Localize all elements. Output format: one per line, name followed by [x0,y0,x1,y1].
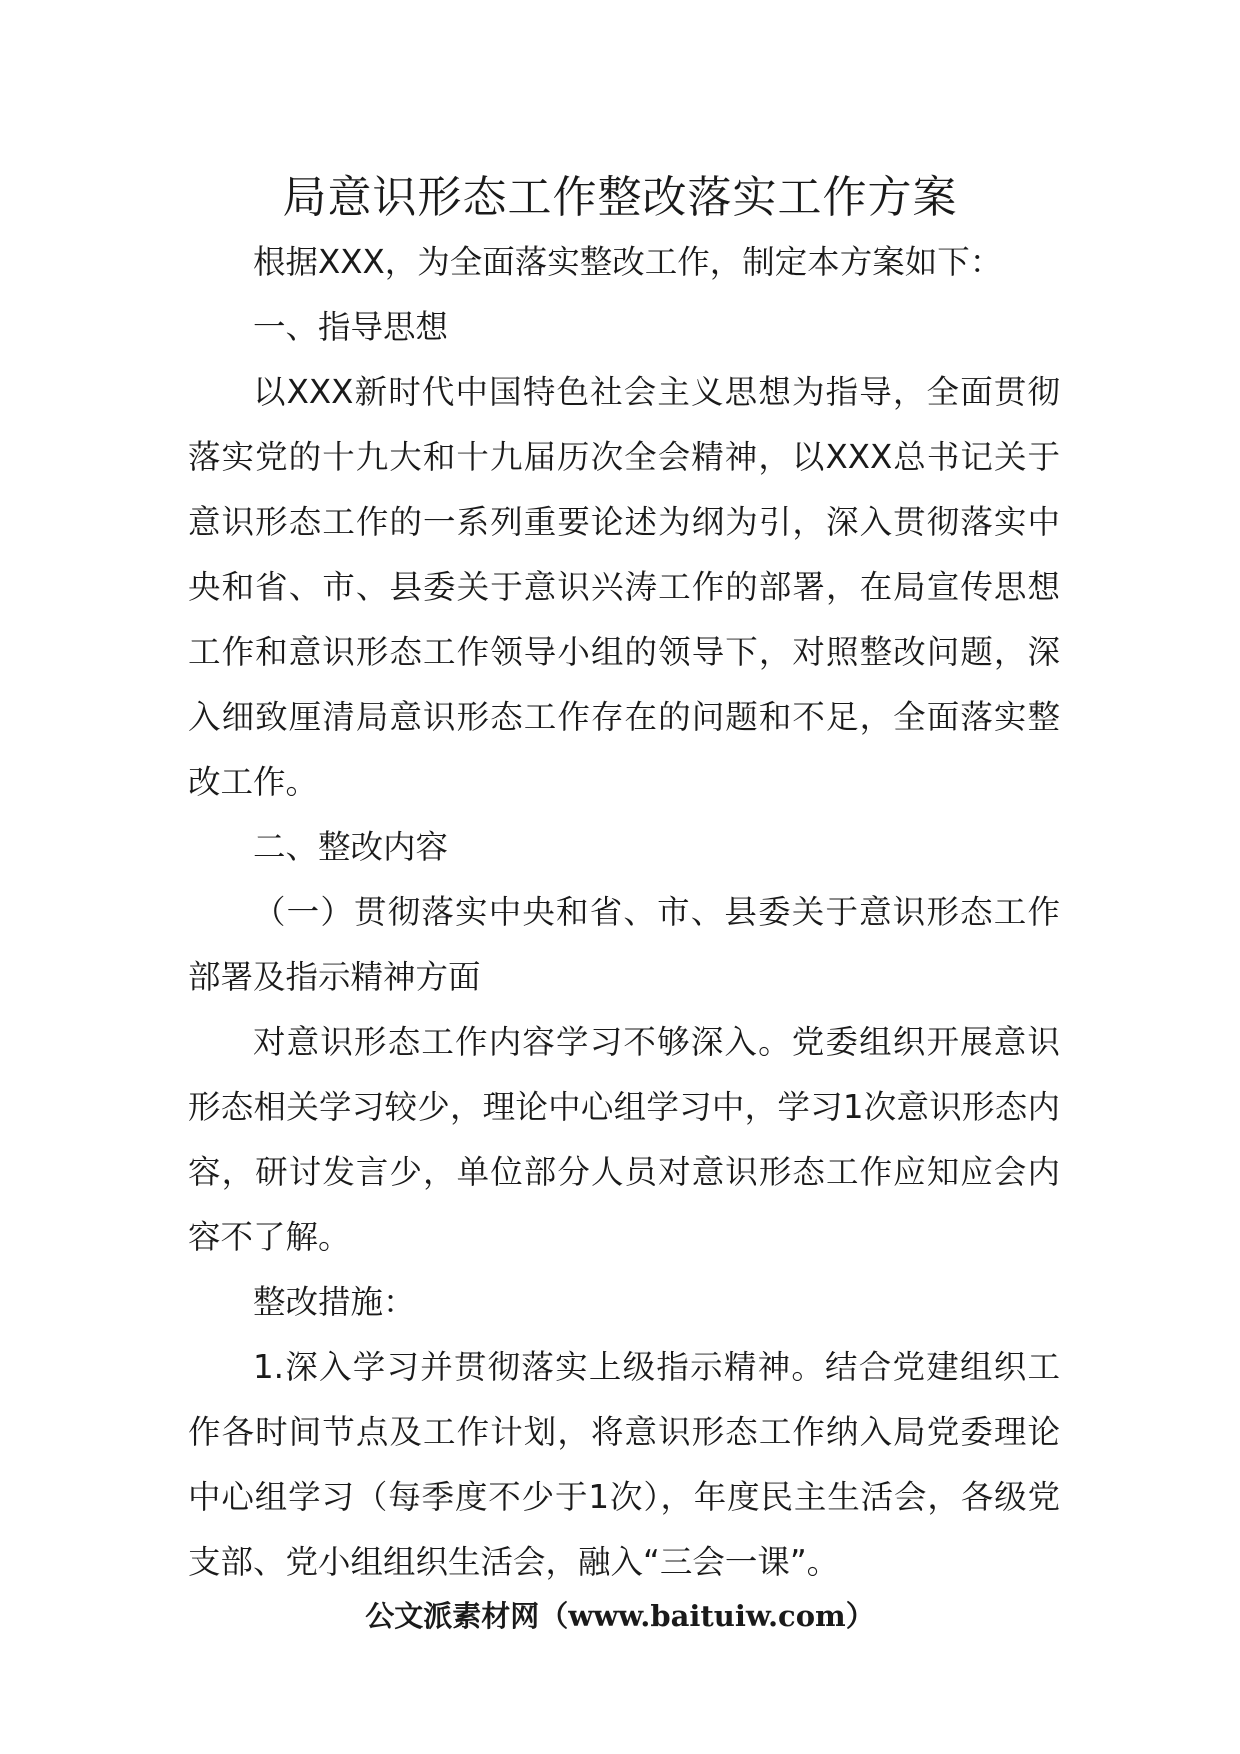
document-body [188,230,1060,1595]
measures-heading: 整改措施： [253,1283,416,1321]
problem-paragraph: 对意识形态工作内容学习不够深入。党委组织开展意识形态相关学习较少，理论中心组学习中，学习1次意识形态内容，研讨发言少，单位部分人员对意识形态工作应知应会内容不了解。 [188,1023,1060,1256]
subsection-heading-1: （一）贯彻落实中央和省、市、县委关于意识形态工作部署及指示精神方面 [188,893,1060,996]
guiding-ideology-paragraph: 以XXX新时代中国特色社会主义思想为指导，全面贯彻落实党的十九大和十九届历次全会精神，以XXX总书记关于意识形态工作的一系列重要论述为纲为引，深入贯彻落实中央和省、市、县委关于意识兴涛工作的部署，在局宣传思想工作和意识形态工作领导小组的领导下，对照整改问题，深入细致厘清局意识形态工作存在的问题和不足，全面落实整改工作。 [188,373,1060,801]
document-title: 局意识形态工作整改落实工作方案 [282,172,958,223]
measure-1-paragraph: 1.深入学习并贯彻落实上级指示精神。结合党建组织工作各时间节点及工作计划，将意识形态工作纳入局党委理论中心组学习（每季度不少于1次），年度民主生活会，各级党支部、党小组组织生活会，融入“三会一课”。 [188,1348,1060,1581]
section-heading-guiding-ideology: 一、指导思想 [253,308,449,346]
section-heading-rectification-content: 二、整改内容 [253,828,449,866]
intro-paragraph: 根据XXX，为全面落实整改工作，制定本方案如下： [253,243,1003,281]
footer-watermark-text: 公文派素材网（www.baituiw.com） [365,1599,875,1633]
